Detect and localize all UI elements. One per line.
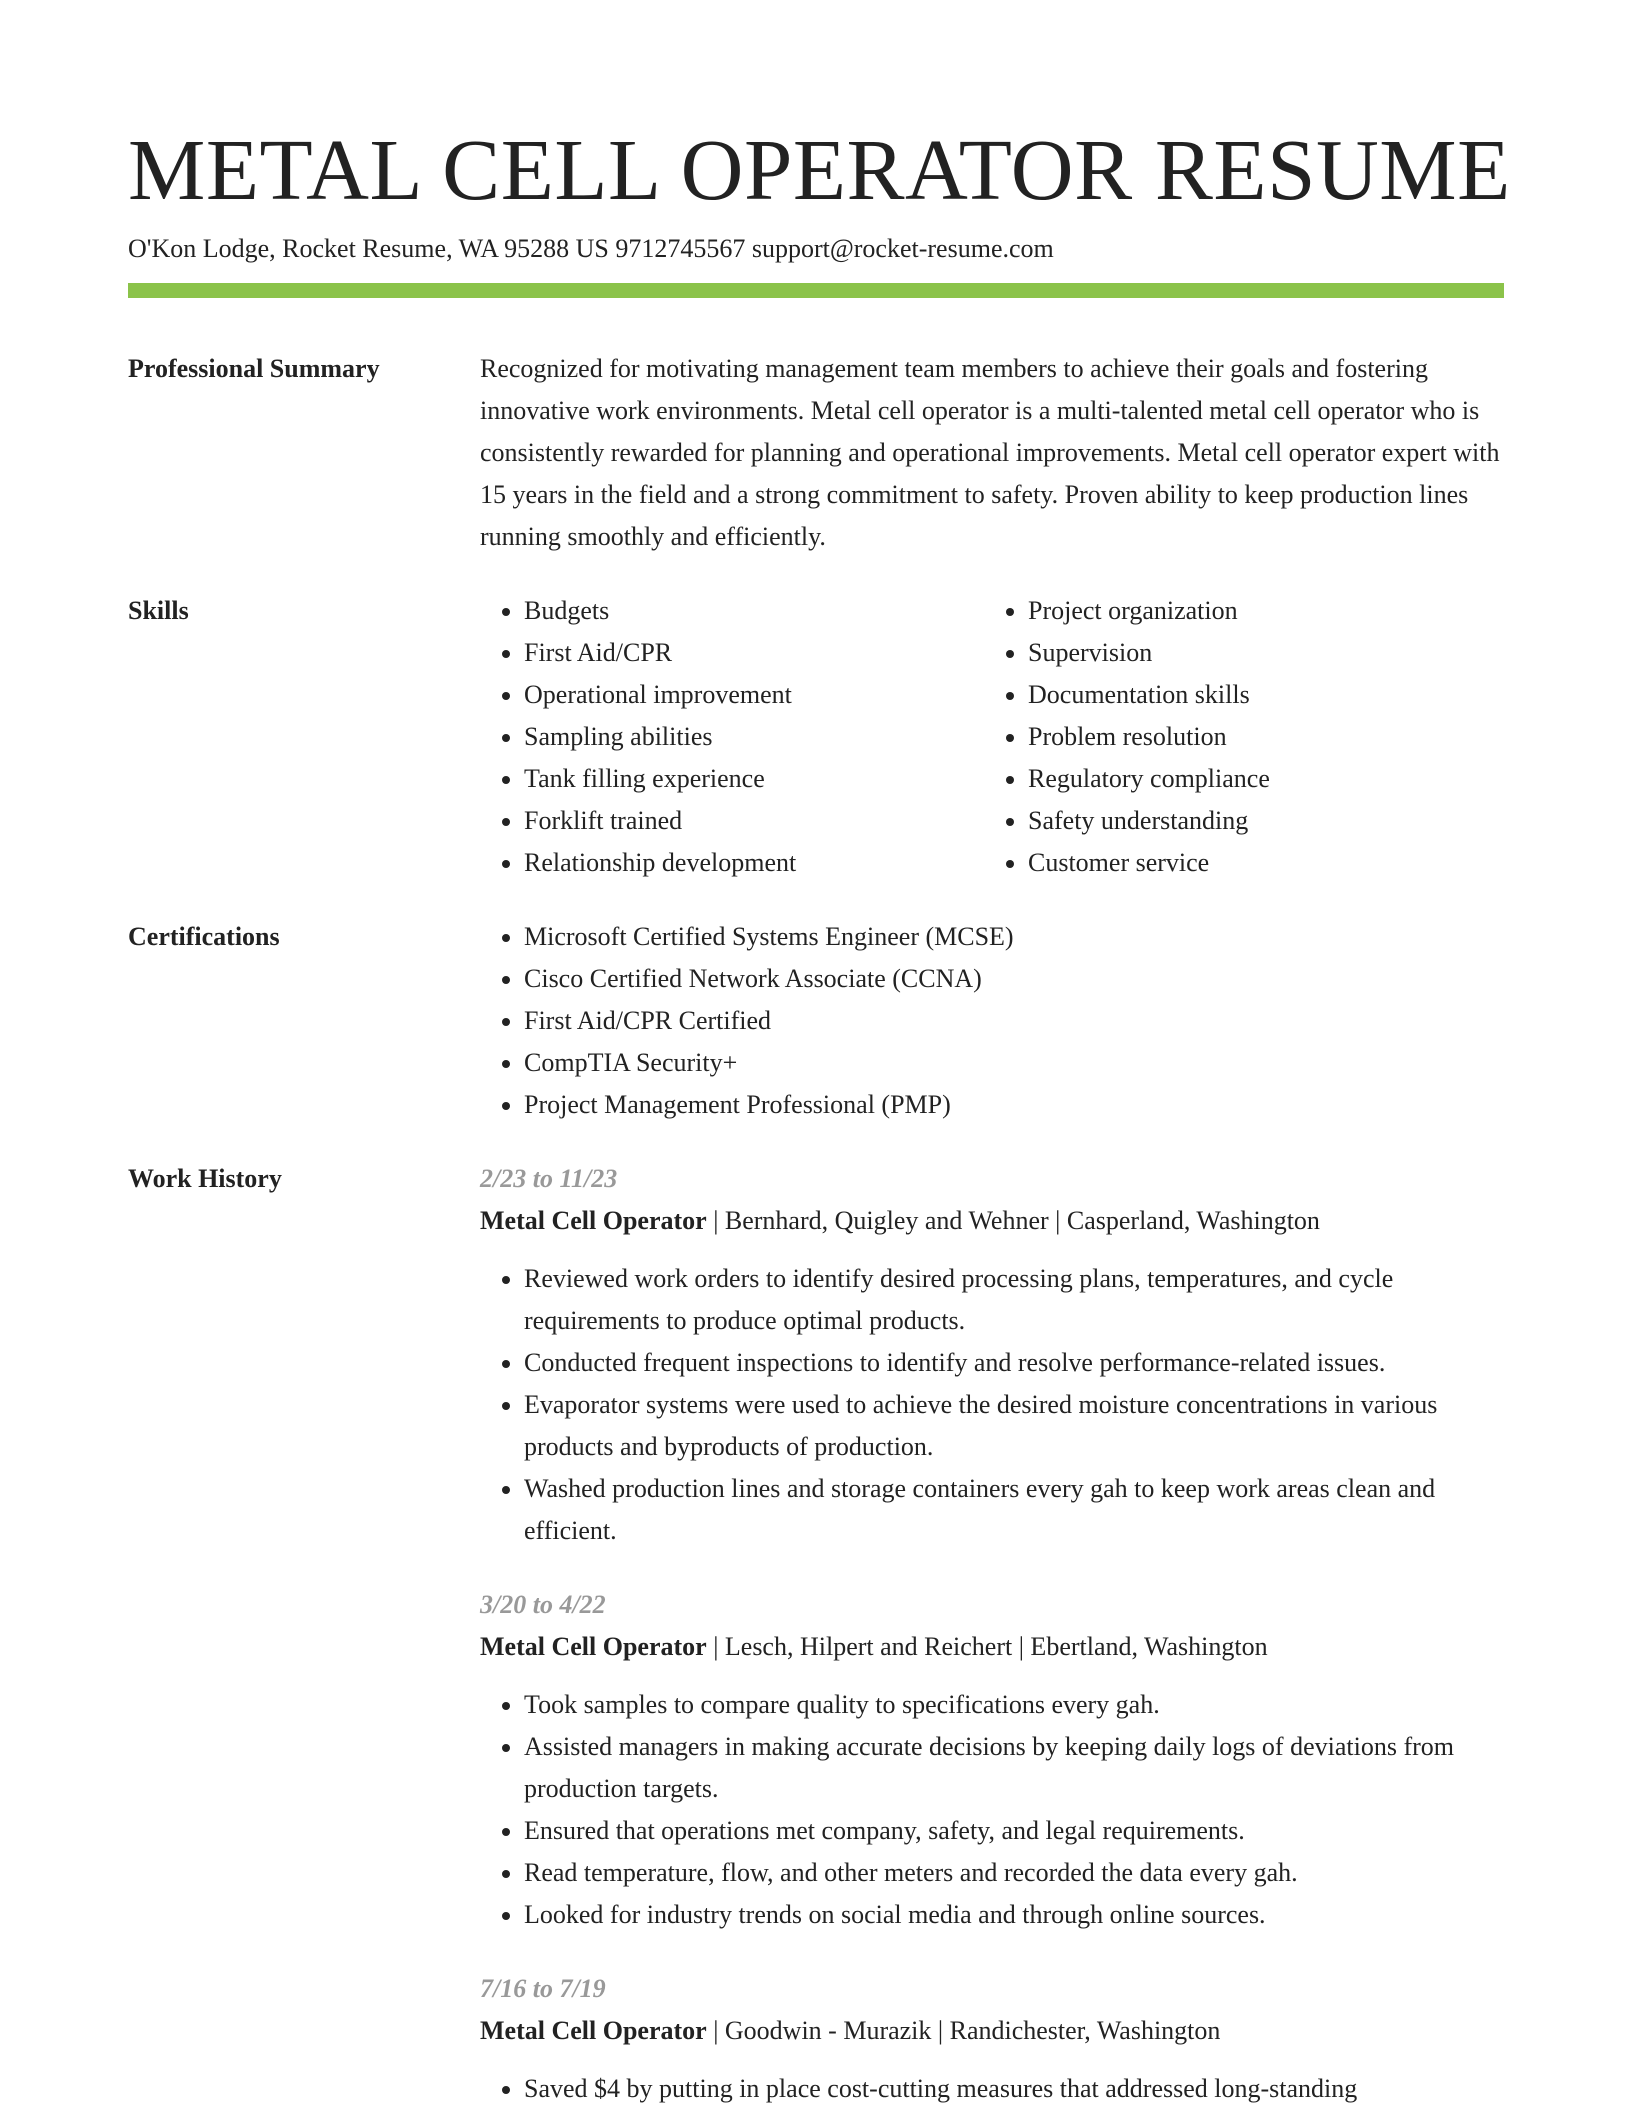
header-divider <box>128 283 1504 298</box>
certifications-body <box>480 916 1504 1126</box>
skills-section <box>128 590 1504 884</box>
skill-item: • Operational improvement <box>524 674 984 716</box>
skill-item: • Forklift trained <box>524 800 984 842</box>
skills-list-left <box>480 590 984 884</box>
skill-item: • Supervision <box>1028 632 1488 674</box>
certifications-section <box>128 916 1504 1126</box>
skill-item: • Tank filling experience <box>524 758 984 800</box>
skill-item: • Sampling abilities <box>524 716 984 758</box>
job-bullet: • Evaporator systems were used to achieve the desired moisture concentrations in various products and byproducts of production. <box>524 1384 1504 1468</box>
job-bullet: • Took samples to compare quality to specifications every gah. <box>524 1684 1504 1726</box>
job-heading <box>480 2010 1504 2052</box>
summary-section <box>128 348 1504 558</box>
job-heading <box>480 1626 1504 1668</box>
skill-item: • First Aid/CPR <box>524 632 984 674</box>
work-history-body <box>480 1158 1504 2110</box>
certification-item: • First Aid/CPR Certified <box>524 1000 1504 1042</box>
job-bullet: • Reviewed work orders to identify desired processing plans, temperatures, and cycle requirements to produce optimal products. <box>524 1258 1504 1342</box>
certification-item: • Cisco Certified Network Associate (CCNA) <box>524 958 1504 1000</box>
summary-text: Recognized for motivating management team members to achieve their goals and fostering innovative work environments. Metal cell operator is a multi-talented metal cell operator who is consistently rewarded for planning and operational improvements. Metal cell operator expert with 15 years in the field and a strong commitment to safety. Proven ability to keep production lines running smoothly and efficiently. <box>480 354 1500 551</box>
job-bullets <box>480 2068 1504 2110</box>
work-history-section <box>128 1158 1504 2110</box>
skills-label: Skills <box>128 596 189 625</box>
job-bullet: • Assisted managers in making accurate decisions by keeping daily logs of deviations from production targets. <box>524 1726 1504 1810</box>
job-employer-location: | Goodwin - Murazik | Randichester, Washington <box>706 2016 1221 2045</box>
skill-item: • Budgets <box>524 590 984 632</box>
job-bullet: • Washed production lines and storage containers every gah to keep work areas clean and efficient. <box>524 1468 1504 1552</box>
resume-page <box>128 120 1511 2110</box>
skills-list-right <box>984 590 1488 884</box>
certifications-list <box>480 916 1504 1126</box>
skill-item: • Relationship development <box>524 842 984 884</box>
job-bullets <box>480 1258 1504 1552</box>
job-employer-location: | Bernhard, Quigley and Wehner | Casperland, Washington <box>706 1206 1320 1235</box>
job-dates: 3/20 to 4/22 <box>480 1590 606 1619</box>
job-title: Metal Cell Operator <box>480 1632 707 1661</box>
certification-item: • CompTIA Security+ <box>524 1042 1504 1084</box>
skills-columns <box>480 590 1504 884</box>
skill-item: • Documentation skills <box>1028 674 1488 716</box>
job-bullet: • Ensured that operations met company, safety, and legal requirements. <box>524 1810 1504 1852</box>
certification-item: • Project Management Professional (PMP) <box>524 1084 1504 1126</box>
skill-item: • Safety understanding <box>1028 800 1488 842</box>
job-bullet: • Saved $4 by putting in place cost-cutting measures that addressed long-standing <box>524 2068 1504 2110</box>
skill-item: • Regulatory compliance <box>1028 758 1488 800</box>
job-bullet: • Conducted frequent inspections to identify and resolve performance-related issues. <box>524 1342 1504 1384</box>
certifications-label: Certifications <box>128 922 280 951</box>
job-entry <box>480 1584 1504 1936</box>
job-employer-location: | Lesch, Hilpert and Reichert | Ebertland, Washington <box>706 1632 1268 1661</box>
job-bullet: • Looked for industry trends on social media and through online sources. <box>524 1894 1504 1936</box>
job-bullets <box>480 1684 1504 1936</box>
skill-item: • Customer service <box>1028 842 1488 884</box>
resume-title: METAL CELL OPERATOR RESUME <box>128 121 1511 218</box>
job-bullet: • Read temperature, flow, and other meters and recorded the data every gah. <box>524 1852 1504 1894</box>
certification-item: • Microsoft Certified Systems Engineer (MCSE) <box>524 916 1504 958</box>
job-title: Metal Cell Operator <box>480 1206 707 1235</box>
work-history-label: Work History <box>128 1164 282 1193</box>
job-entry <box>480 1158 1504 1552</box>
skill-item: • Project organization <box>1028 590 1488 632</box>
job-dates: 7/16 to 7/19 <box>480 1974 606 2003</box>
job-entry <box>480 1968 1504 2110</box>
job-heading <box>480 1200 1504 1242</box>
contact-line: O'Kon Lodge, Rocket Resume, WA 95288 US 9712745567 support@rocket-resume.com <box>128 234 1054 263</box>
skill-item: • Problem resolution <box>1028 716 1488 758</box>
summary-label: Professional Summary <box>128 354 380 383</box>
job-dates: 2/23 to 11/23 <box>480 1164 618 1193</box>
job-title: Metal Cell Operator <box>480 2016 707 2045</box>
